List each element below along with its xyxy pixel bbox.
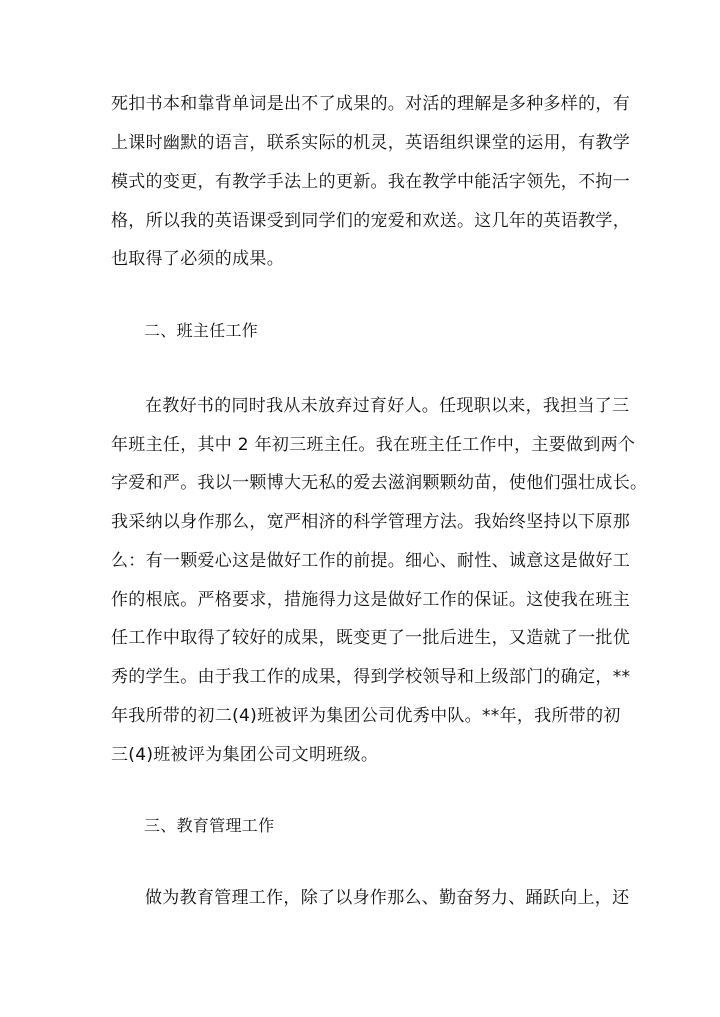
- paragraph2-line-2: 年班主任，其中 2 年初三班主任。我在班主任工作中，主要做到两个: [111, 435, 636, 455]
- paragraph1-line-3: 模式的变更，有教学手法上的更新。我在教学中能活字领先，不拘一: [111, 172, 630, 192]
- paragraph1-line-1: 死扣书本和靠背单词是出不了成果的。对活的理解是多种多样的，有: [111, 94, 630, 114]
- paragraph2-line-10: 三(4)班被评为集团公司文明班级。: [111, 745, 379, 765]
- paragraph2-line-1: 在教好书的同时我从未放弃过育好人。任现职以来，我担当了三: [145, 396, 630, 416]
- section-heading-education-management: 三、教育管理工作: [144, 816, 275, 835]
- paragraph2-line-5: 么：有一颗爱心这是做好工作的前提。细心、耐性、诚意这是做好工: [111, 551, 630, 571]
- paragraph2-line-7: 任工作中取得了较好的成果，既变更了一批后进生，又造就了一批优: [111, 628, 630, 648]
- paragraph2-line-4: 我采纳以身作那么，宽严相济的科学管理方法。我始终坚持以下原那: [111, 512, 630, 532]
- section-heading-class-teacher: 二、班主任工作: [144, 321, 259, 340]
- paragraph1-line-5: 也取得了必须的成果。: [111, 249, 284, 269]
- paragraph2-line-6: 作的根底。严格要求，措施得力这是做好工作的保证。这使我在班主: [111, 590, 630, 610]
- paragraph3-line-1: 做为教育管理工作，除了以身作那么、勤奋努力、踊跃向上，还: [145, 888, 630, 908]
- paragraph2-line-3: 字爱和严。我以一颗博大无私的爱去滋润颗颗幼苗，使他们强壮成长。: [111, 473, 648, 493]
- paragraph2-line-8: 秀的学生。由于我工作的成果，得到学校领导和上级部门的确定，**: [111, 667, 631, 687]
- paragraph1-line-4: 格，所以我的英语课受到同学们的宠爱和欢送。这几年的英语教学，: [111, 211, 630, 231]
- paragraph2-line-9: 年我所带的初二(4)班被评为集团公司优秀中队。**年，我所带的初: [111, 706, 621, 726]
- paragraph1-line-2: 上课时幽默的语言，联系实际的机灵，英语组织课堂的运用，有教学: [111, 133, 630, 153]
